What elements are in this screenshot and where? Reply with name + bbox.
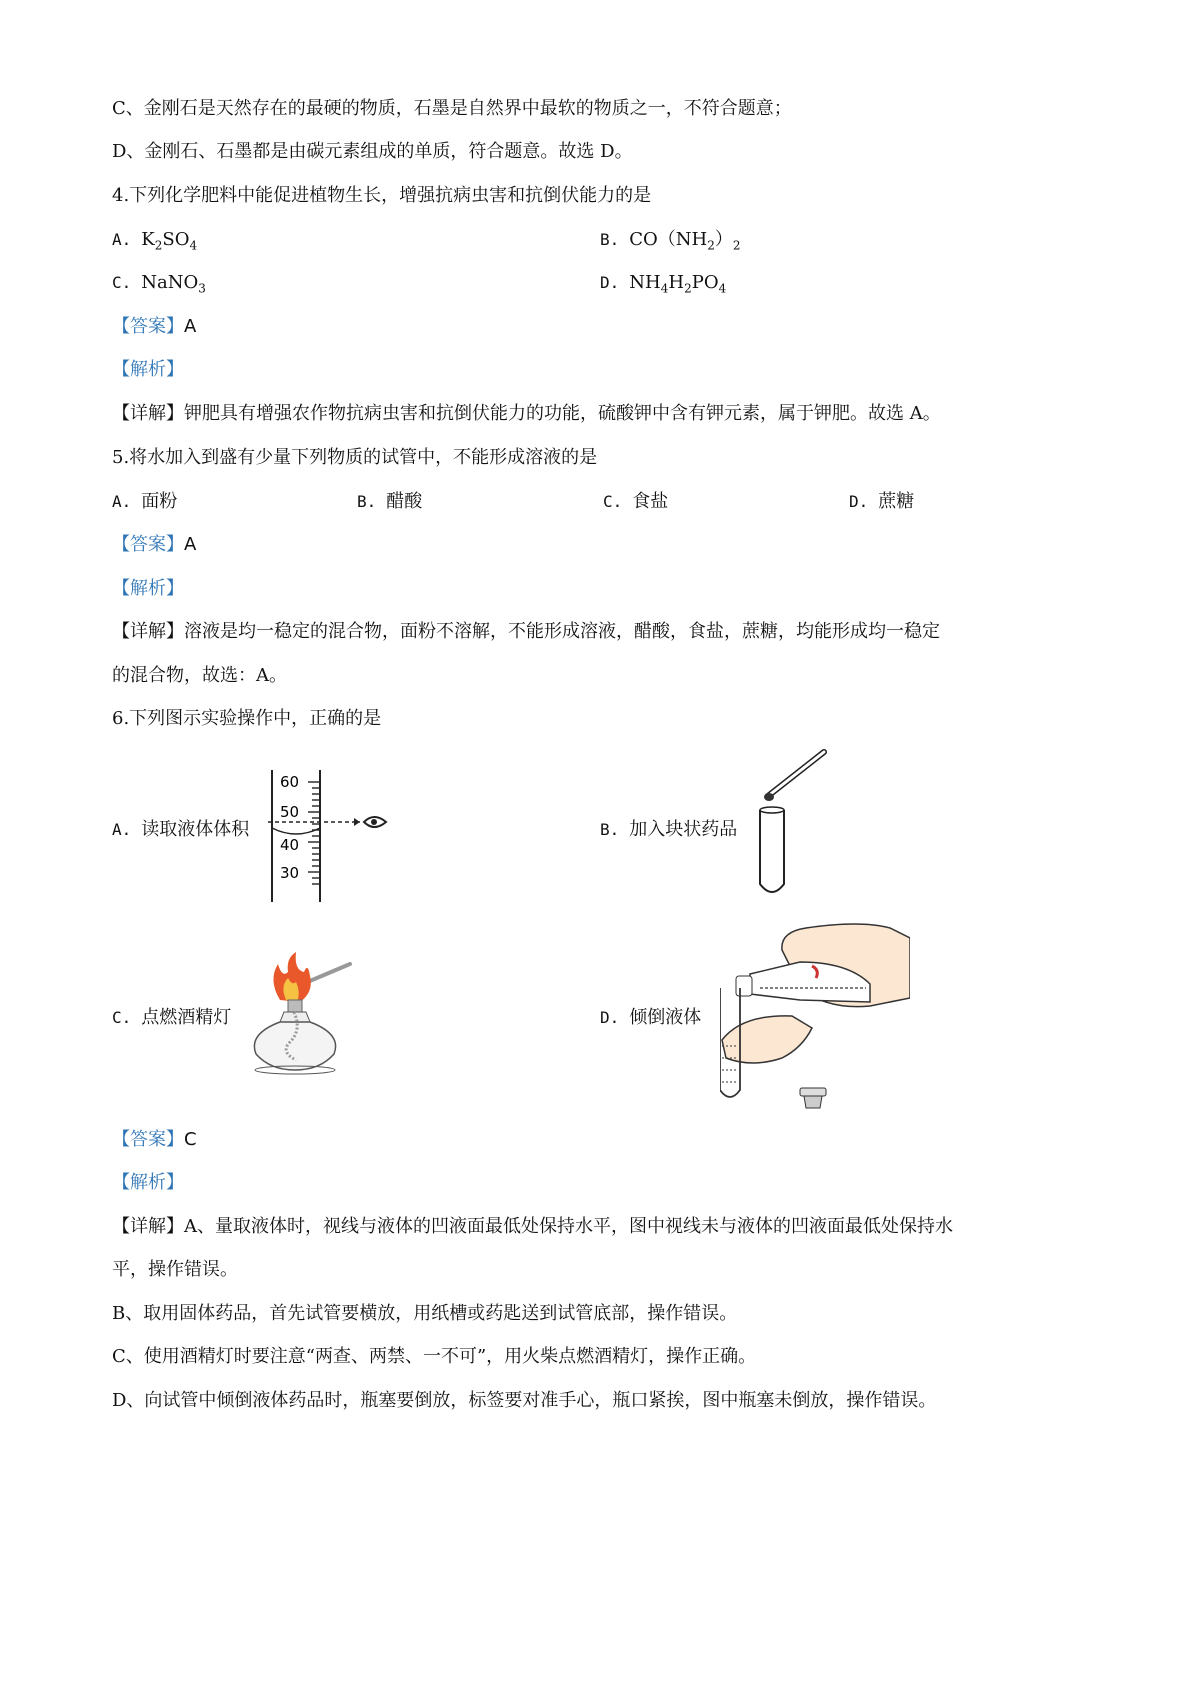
q6-stem: 6.下列图示实验操作中，正确的是: [112, 708, 382, 729]
q4-option-a: A. $K_2SO_4$: [112, 229, 198, 253]
q6-detail-c: C、使用酒精灯时要注意“两查、两禁、一不可”，用火柴点燃酒精灯，操作正确。: [112, 1346, 757, 1367]
intro-c-line: C、金刚石是天然存在的最硬的物质，石墨是自然界中最软的物质之一，不符合题意；: [112, 98, 792, 119]
q4-detail: 【详解】钾肥具有增强农作物抗病虫害和抗倒伏能力的功能，硫酸钾中含有钾元素，属于钾肥。故选 A。: [112, 403, 941, 424]
q6-detail-a1: 【详解】A、量取液体时，视线与液体的凹液面最低处保持水平，图中视线未与液体的凹液面最低处保持水: [112, 1216, 953, 1237]
q6-detail-d: D、向试管中倾倒液体药品时，瓶塞要倒放，标签要对准手心，瓶口紧挨，图中瓶塞未倒放，操作错误。: [112, 1390, 937, 1411]
q4-option-c: C. NaNO$_3$: [112, 272, 206, 296]
cylinder-tick-40: 40: [280, 836, 300, 854]
test-tube-tweezers-figure: [752, 748, 852, 903]
answer-tag: 【答案】: [112, 316, 184, 337]
q6-detail-b: B、取用固体药品，首先试管要横放，用纸槽或药匙送到试管底部，操作错误。: [112, 1303, 738, 1324]
q5-stem: 5.将水加入到盛有少量下列物质的试管中，不能形成溶液的是: [112, 447, 598, 468]
flame-icon: [273, 952, 310, 1002]
cylinder-tick-50: 50: [280, 803, 300, 821]
q4-answer: [112, 314, 196, 340]
q4-option-b: B. $CO(NH_2)_2$: [600, 229, 741, 253]
q6-analysis: 【解析】: [112, 1172, 184, 1193]
q5-option-a: A. 面粉: [112, 491, 178, 512]
q6-detail-a2: 平，操作错误。: [112, 1259, 238, 1280]
q5-answer: 【答案】A: [112, 534, 197, 555]
graduated-cylinder-figure: [268, 770, 398, 905]
q5-option-c: C. 食盐: [603, 491, 669, 512]
q4-stem: 4.下列化学肥料中能促进植物生长，增强抗病虫害和抗倒伏能力的是: [112, 185, 652, 206]
eye-icon: [364, 817, 386, 827]
option-letter: A.: [112, 230, 132, 249]
q5-detail-1: 【详解】溶液是均一稳定的混合物，面粉不溶解，不能形成溶液，醋酸，食盐，蔗糖，均能形成均一稳定: [112, 621, 940, 642]
intro-d-line: D、金刚石、石墨都是由碳元素组成的单质，符合题意。故选 D。: [112, 141, 633, 162]
q6-option-b: B. 加入块状药品: [600, 819, 738, 840]
q6-option-d: D. 倾倒液体: [600, 1007, 702, 1028]
q5-option-d: D. 蔗糖: [849, 491, 915, 512]
q6-answer: 【答案】C: [112, 1129, 197, 1150]
alcohol-lamp-figure: [250, 950, 360, 1080]
q5-option-b: B. 醋酸: [357, 491, 423, 512]
q5-detail-2: 的混合物，故选：A。: [112, 665, 287, 686]
pouring-liquid-figure: [720, 918, 910, 1113]
answer-value: A: [184, 316, 197, 337]
bottle-stopper-icon: [800, 1088, 826, 1108]
q4-analysis: [112, 357, 184, 383]
option-letter: B.: [600, 230, 620, 249]
option-letter: D.: [600, 273, 620, 292]
q4-option-d: D. $NH_4H_2PO_4$: [600, 272, 727, 296]
cylinder-tick-60: 60: [280, 773, 300, 791]
q5-analysis: 【解析】: [112, 578, 184, 599]
analysis-tag: 【解析】: [112, 359, 184, 380]
cylinder-tick-30: 30: [280, 864, 300, 882]
option-letter: C.: [112, 273, 132, 292]
q6-option-c: C. 点燃酒精灯: [112, 1007, 232, 1028]
q6-option-a: A. 读取液体体积: [112, 819, 250, 840]
